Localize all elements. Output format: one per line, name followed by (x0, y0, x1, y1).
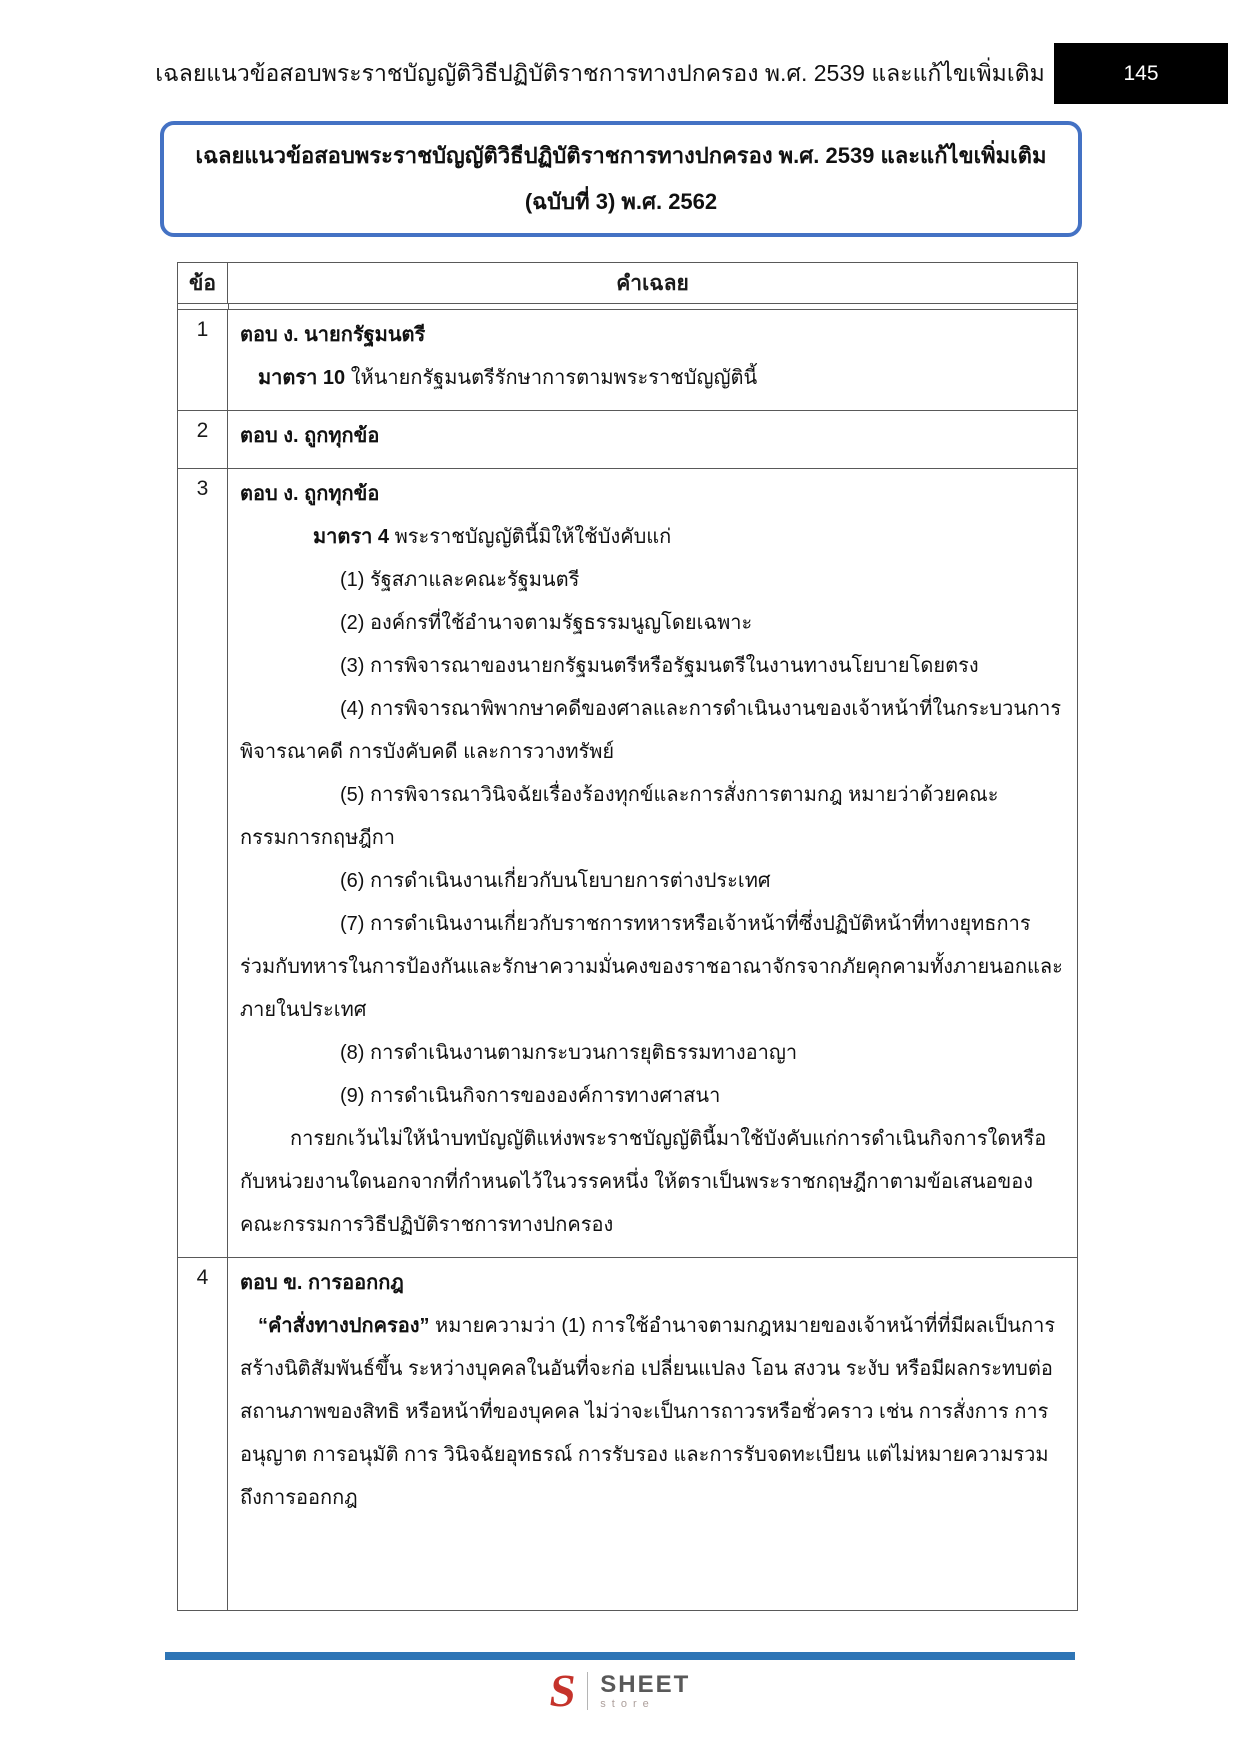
row-answer-cell (228, 310, 1077, 410)
table-header-row (178, 263, 1077, 304)
header-gap-column-divider (178, 304, 229, 309)
answer-paragraph: มาตรา 10 ให้นายกรัฐมนตรีรักษาการตามพระราชบัญญัตินี้ (258, 367, 758, 389)
answer-paragraph: การยกเว้นไม่ให้นำบทบัญญัติแห่งพระราชบัญญัตินี้มาใช้บังคับแก่การดำเนินกิจการใดหรือกับหน่วยงานใดนอกจากที่กำหนดไว้ในวรรคหนึ่ง ให้ตราเป็นพระราชกฤษฎีกาตามข้อเสนอของคณะกรรมการวิธีปฏิบัติราชการทางปกครอง (240, 1128, 1047, 1236)
answer-paragraph: (8) การดำเนินงานตามกระบวนการยุติธรรมทางอาญา (340, 1042, 798, 1064)
answer-paragraph: (2) องค์กรที่ใช้อำนาจตามรัฐธรรมนูญโดยเฉพาะ (340, 612, 753, 634)
answer-table (177, 262, 1078, 1611)
question-number: 1 (178, 310, 228, 410)
answer-paragraph: (5) การพิจารณาวินิจฉัยเรื่องร้องทุกข์และการสั่งการตามกฎ หมายว่าด้วยคณะกรรมการกฤษฎีกา (240, 784, 999, 849)
answer-label: ตอบ ง. ถูกทุกข้อ (240, 425, 380, 447)
answer-paragraph: มาตรา 4 พระราชบัญญัตินี้มิให้ใช้บังคับแก่ (313, 526, 672, 548)
row-answer-cell (228, 411, 1077, 468)
column-header-no: ข้อ (178, 263, 228, 303)
table-row (178, 410, 1077, 468)
answer-paragraph: (1) รัฐสภาและคณะรัฐมนตรี (340, 569, 580, 591)
answer-label: ตอบ ง. นายกรัฐมนตรี (240, 324, 426, 346)
row-answer-cell (228, 1258, 1077, 1610)
table-row (178, 1257, 1077, 1610)
answer-paragraph: “คำสั่งทางปกครอง” หมายความว่า (1) การใช้อำนาจตามกฎหมายของเจ้าหน้าที่ที่มีผลเป็นการสร้างนิติสัมพันธ์ขึ้น ระหว่างบุคคลในอันที่จะก่อ เปลี่ยนแปลง โอน สงวน ระงับ หรือมีผลกระทบต่อสถานภาพของสิทธิ หรือหน้าที่ของบุคคล ไม่ว่าจะเป็นการถาวรหรือชั่วคราว เช่น การสั่งการ การอนุญาต การอนุมัติ การ วินิจฉัยอุทธรณ์ การรับรอง และการรับจดทะเบียน แต่ไม่หมายความรวมถึงการออกกฎ (240, 1315, 1056, 1509)
logo-divider (587, 1672, 588, 1710)
column-header-answer: คำเฉลย (616, 271, 689, 295)
brand-subtitle: store (600, 1697, 655, 1710)
document-title: เฉลยแนวข้อสอบพระราชบัญญัติวิธีปฏิบัติราชการทางปกครอง พ.ศ. 2539 และแก้ไขเพิ่มเติม (ฉบับที่ 3) พ.ศ. 2562 (195, 143, 1047, 214)
table-row (178, 310, 1077, 410)
document-title-box (160, 121, 1082, 237)
row-answer-cell (228, 469, 1077, 1257)
answer-paragraph: (6) การดำเนินงานเกี่ยวกับนโยบายการต่างประเทศ (340, 870, 771, 892)
answer-label: ตอบ ง. ถูกทุกข้อ (240, 483, 380, 505)
answer-paragraph: (3) การพิจารณาของนายกรัฐมนตรีหรือรัฐมนตรีในงานทางนโยบายโดยตรง (340, 655, 979, 677)
answer-paragraph: (7) การดำเนินงานเกี่ยวกับราชการทหารหรือเจ้าหน้าที่ซึ่งปฏิบัติหน้าที่ทางยุทธการร่วมกับทหารในการป้องกันและรักษาความมั่นคงของราชอาณาจักรจากภัยคุกคามทั้งภายนอกและภายในประเทศ (240, 913, 1063, 1021)
page-number-box (1054, 43, 1228, 104)
sheetstore-logo-icon: S (546, 1665, 579, 1716)
answer-paragraph: (9) การดำเนินกิจการขององค์การทางศาสนา (340, 1085, 721, 1107)
footer-logo (0, 1665, 1240, 1716)
question-number: 2 (178, 411, 228, 468)
table-row (178, 468, 1077, 1257)
logo-text-block (600, 1672, 690, 1711)
question-number: 4 (178, 1258, 228, 1610)
footer-divider-bar (165, 1652, 1075, 1660)
question-number: 3 (178, 469, 228, 1257)
brand-name: SHEET (600, 1670, 691, 1698)
page-number: 145 (1123, 61, 1159, 85)
answer-paragraph: (4) การพิจารณาพิพากษาคดีของศาลและการดำเนินงานของเจ้าหน้าที่ในกระบวนการพิจารณาคดี การบังคับคดี และการวางทรัพย์ (240, 698, 1062, 763)
answer-table-body (178, 310, 1077, 1610)
answer-label: ตอบ ข. การออกกฎ (240, 1272, 404, 1294)
page-header-title: เฉลยแนวข้อสอบพระราชบัญญัติวิธีปฏิบัติราชการทางปกครอง พ.ศ. 2539 และแก้ไขเพิ่มเติม (155, 60, 1045, 86)
